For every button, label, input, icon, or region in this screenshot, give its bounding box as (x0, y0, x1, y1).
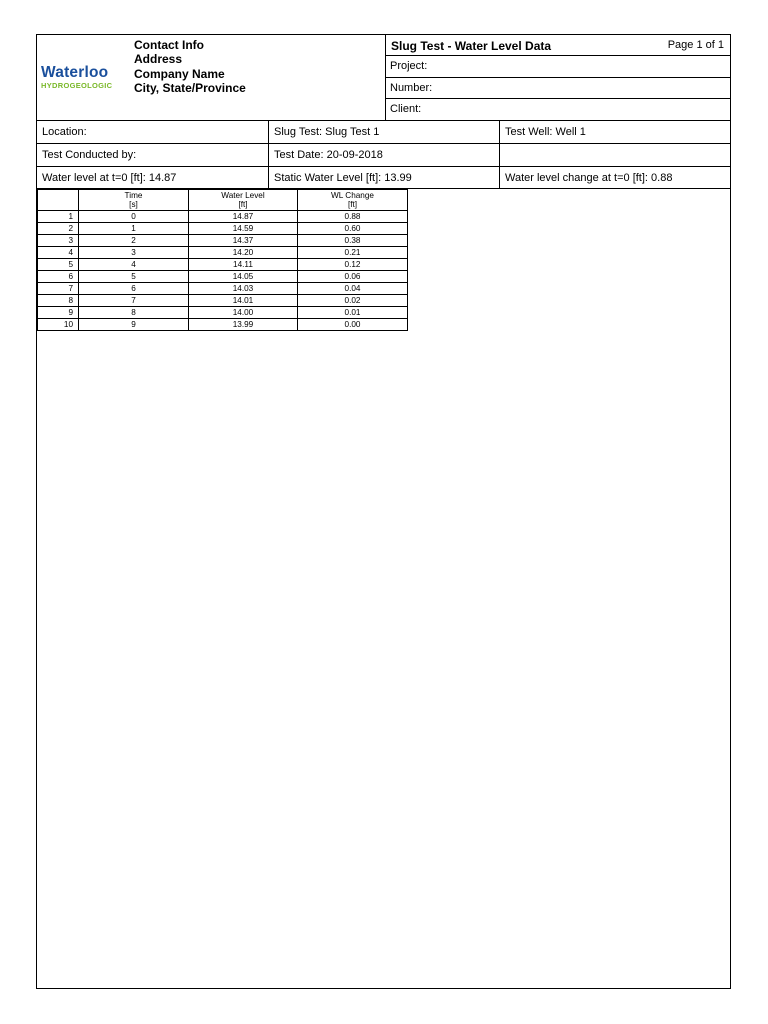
index-header (38, 190, 79, 211)
client-field: Client: (390, 103, 422, 115)
time-header-name: Time (124, 190, 143, 200)
wl-change-cell: 0.88 (298, 211, 408, 223)
static-wl-field: Static Water Level [ft]: 13.99 (268, 167, 499, 188)
water-level-cell: 14.20 (189, 247, 298, 259)
time-cell: 8 (79, 307, 189, 319)
water-level-cell: 14.00 (189, 307, 298, 319)
table-row (38, 247, 408, 259)
report-title-row (386, 35, 730, 56)
wl-change-cell: 0.21 (298, 247, 408, 259)
row-index-cell: 9 (38, 307, 79, 319)
contact-block (134, 38, 246, 95)
row-index-cell: 2 (38, 223, 79, 235)
time-cell: 6 (79, 283, 189, 295)
water-level-cell: 14.37 (189, 235, 298, 247)
wl-change-header-unit: [ft] (347, 200, 358, 209)
wl-change-cell: 0.60 (298, 223, 408, 235)
info-row-3 (37, 166, 730, 189)
time-cell: 0 (79, 211, 189, 223)
location-field: Location: (42, 126, 87, 138)
time-cell: 1 (79, 223, 189, 235)
water-level-cell: 14.87 (189, 211, 298, 223)
logo-main-text: Waterloo (41, 64, 109, 81)
table-body (38, 211, 408, 331)
wl-change-cell: 0.04 (298, 283, 408, 295)
water-level-table (37, 189, 408, 331)
time-cell: 2 (79, 235, 189, 247)
wl-change-header (298, 190, 408, 211)
company-logo (41, 65, 131, 90)
time-cell: 9 (79, 319, 189, 331)
row-index-cell: 7 (38, 283, 79, 295)
slug-test-field: Slug Test: Slug Test 1 (268, 121, 499, 143)
row-index-cell: 4 (38, 247, 79, 259)
table-row (38, 211, 408, 223)
time-cell: 7 (79, 295, 189, 307)
table-row (38, 271, 408, 283)
wl-change-header-name: WL Change (331, 190, 374, 200)
report-frame (36, 34, 731, 989)
contact-info: Contact Info (134, 38, 204, 52)
wl-change-cell: 0.01 (298, 307, 408, 319)
time-cell: 5 (79, 271, 189, 283)
time-header (79, 190, 189, 211)
water-level-header-name: Water Level (221, 190, 265, 200)
report-header (385, 35, 730, 120)
table-row (38, 319, 408, 331)
contact-city: City, State/Province (134, 80, 246, 95)
wl-change-cell: 0.00 (298, 319, 408, 331)
contact-address: Address (134, 52, 183, 67)
table-row (38, 235, 408, 247)
row-index-cell: 8 (38, 295, 79, 307)
report-title: Slug Test - Water Level Data (391, 39, 552, 53)
water-level-cell: 14.59 (189, 223, 298, 235)
row-index-cell: 3 (38, 235, 79, 247)
wl-change-cell: 0.06 (298, 271, 408, 283)
test-date-field: Test Date: 20-09-2018 (268, 144, 499, 166)
water-level-header (189, 190, 298, 211)
row-index-cell: 5 (38, 259, 79, 271)
water-level-cell: 14.05 (189, 271, 298, 283)
water-level-cell: 14.01 (189, 295, 298, 307)
time-cell: 4 (79, 259, 189, 271)
test-well-field: Test Well: Well 1 (499, 121, 730, 143)
table-row (38, 283, 408, 295)
table-row (38, 259, 408, 271)
page-number: Page 1 of 1 (667, 39, 724, 51)
logo-sub-text: HYDROGEOLOGIC (41, 81, 113, 90)
conducted-by-field: Test Conducted by: (42, 149, 137, 161)
info-row-1 (37, 120, 730, 143)
table-row (38, 295, 408, 307)
water-level-header-unit: [ft] (238, 200, 248, 209)
wl-change-t0-field: Water level change at t=0 [ft]: 0.88 (499, 167, 730, 188)
water-level-cell: 14.11 (189, 259, 298, 271)
table-row (38, 307, 408, 319)
number-field: Number: (386, 78, 730, 99)
row-index-cell: 10 (38, 319, 79, 331)
time-header-unit: [s] (129, 200, 138, 209)
time-cell: 3 (79, 247, 189, 259)
project-field: Project: (386, 56, 730, 78)
wl-change-cell: 0.38 (298, 235, 408, 247)
wl-change-cell: 0.02 (298, 295, 408, 307)
table-header-row (38, 190, 408, 211)
info-row-2 (37, 143, 730, 166)
company-header (37, 35, 385, 120)
empty-field (499, 144, 730, 166)
wl-t0-field: Water level at t=0 [ft]: 14.87 (42, 172, 177, 184)
water-level-cell: 13.99 (189, 319, 298, 331)
row-index-cell: 6 (38, 271, 79, 283)
water-level-cell: 14.03 (189, 283, 298, 295)
row-index-cell: 1 (38, 211, 79, 223)
contact-company: Company Name (134, 66, 225, 81)
table-row (38, 223, 408, 235)
wl-change-cell: 0.12 (298, 259, 408, 271)
